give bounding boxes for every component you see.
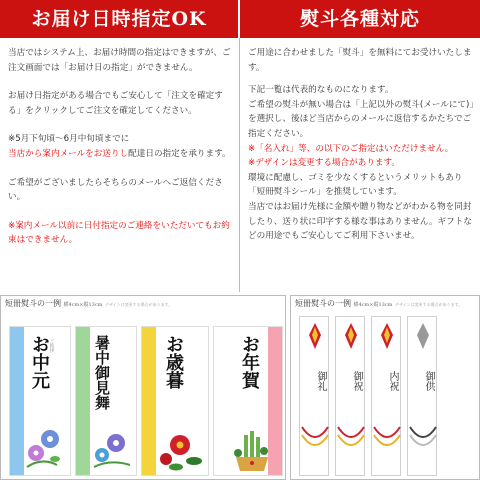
card-label: 御祝: [351, 371, 362, 391]
noshi-card-uchiiwai: [371, 316, 401, 476]
kadomatsu-icon: [226, 427, 274, 473]
mizuhiki-icon: [408, 417, 438, 457]
strip-small-text: ご挨拶: [49, 339, 54, 353]
strip-accent-band: [142, 327, 156, 475]
strip-title: お歳暮: [163, 335, 184, 389]
noshi-warning-2: ※デザインは変更する場合があります。: [248, 158, 401, 169]
delivery-red-phrase: 当店から案内メールをお送りし: [8, 148, 129, 159]
noshi-warning-1: ※「名入れ」等、の以下のご指定はいただけません。: [248, 143, 454, 154]
noshi-paragraph-2: 下記一覧は代表的なものになります。: [248, 85, 394, 96]
noshi-paragraph-1: ご用途に合わせました「熨斗」を無料にてお受けいたします。: [248, 48, 472, 73]
noshi-paragraph-6: 環境に配慮し、ゴミを少なくするというメリットもあり「短冊熨斗シール」を推奨しています。: [248, 172, 463, 198]
delivery-black-phrase: 配達日の指定を承ります。: [128, 148, 231, 159]
seasonal-sample-caption: [5, 298, 172, 309]
noshi-strip-onenga: [213, 326, 283, 476]
noshi-panel: [240, 0, 480, 292]
noshi-body: [240, 38, 480, 244]
delivery-paragraph-3: ※5月下旬頃～6月中旬頃までに: [8, 134, 130, 145]
delivery-paragraph-4: [8, 147, 234, 162]
noshi-strip-ochugen: [9, 326, 71, 476]
sample-size-note: 横4cm×縦13cm: [63, 302, 103, 308]
noshi-strip-shochu: [75, 326, 137, 476]
strip-title: 暑中御見舞: [93, 335, 111, 410]
noshi-title: 熨斗各種対応: [240, 0, 480, 38]
noshi-paragraph-3: ご希望の熨斗が無い場合は「上記以外の熨斗(メールにて)」を選択し、後ほど当店からのメールに返信するかたちでご指定ください。: [248, 99, 474, 139]
strip-title: お中元: [29, 335, 50, 389]
sample-caption-text: 短冊熨斗の一例: [5, 299, 61, 308]
noshi-card-okuma: [407, 316, 437, 476]
strip-title: お年賀: [239, 335, 260, 389]
card-label: 内祝: [387, 371, 398, 391]
noshi-paragraph-7: 当店ではお届け先様に金額や贈り物などがわかる物を同封したり、送り状に印字する様な事はありません。ギフトなどの用途でもご安心してご利用下さいませ。: [248, 201, 472, 242]
sample-caption-text: 短冊熨斗の一例: [295, 299, 351, 308]
general-noshi-sample: [290, 295, 480, 480]
delivery-paragraph-5: ご希望がございましたらそちらのメールへご返信ください。: [8, 177, 223, 203]
morning-glory-icon: [22, 427, 67, 472]
noshi-ornament-icon: [380, 321, 394, 351]
delivery-date-title: お届け日時指定OK: [0, 0, 240, 38]
noshi-card-orei: [299, 316, 329, 476]
sample-size-note: 横4cm×縦13cm: [353, 302, 393, 308]
mizuhiki-icon: [372, 417, 402, 457]
card-label: 御供: [423, 371, 434, 391]
sample-tiny-note: デザインは変更する場合があります。: [104, 302, 173, 307]
morning-glory-icon: [90, 431, 134, 471]
delivery-paragraph-1: 当店ではシステム上、お届け時間の指定はできますが、ご注文画面では「お届け日の指定」ができません。: [8, 48, 231, 73]
camellia-icon: [156, 431, 206, 473]
mizuhiki-icon: [336, 417, 366, 457]
sample-tiny-note: デザインは変更する場合があります。: [394, 302, 463, 307]
noshi-ornament-icon: [416, 321, 430, 351]
card-label: 御礼: [315, 371, 326, 391]
delivery-date-panel: [0, 0, 240, 292]
delivery-paragraph-2: お届け日指定がある場合でもご安心して「注文を確定する」をクリックしてご注文を確定してください。: [8, 91, 223, 116]
noshi-ornament-icon: [308, 321, 322, 351]
mizuhiki-icon: [300, 417, 330, 457]
noshi-strip-oseibo: [141, 326, 209, 476]
delivery-date-body: [0, 38, 240, 248]
noshi-card-oiwai: [335, 316, 365, 476]
seasonal-noshi-sample: [0, 295, 286, 480]
strip-accent-band: [76, 327, 90, 475]
general-sample-caption: [295, 298, 462, 309]
delivery-warning: ※案内メール以前に日付指定のご連絡をいただいてもお約束はできません。: [8, 220, 230, 246]
noshi-ornament-icon: [344, 321, 358, 351]
